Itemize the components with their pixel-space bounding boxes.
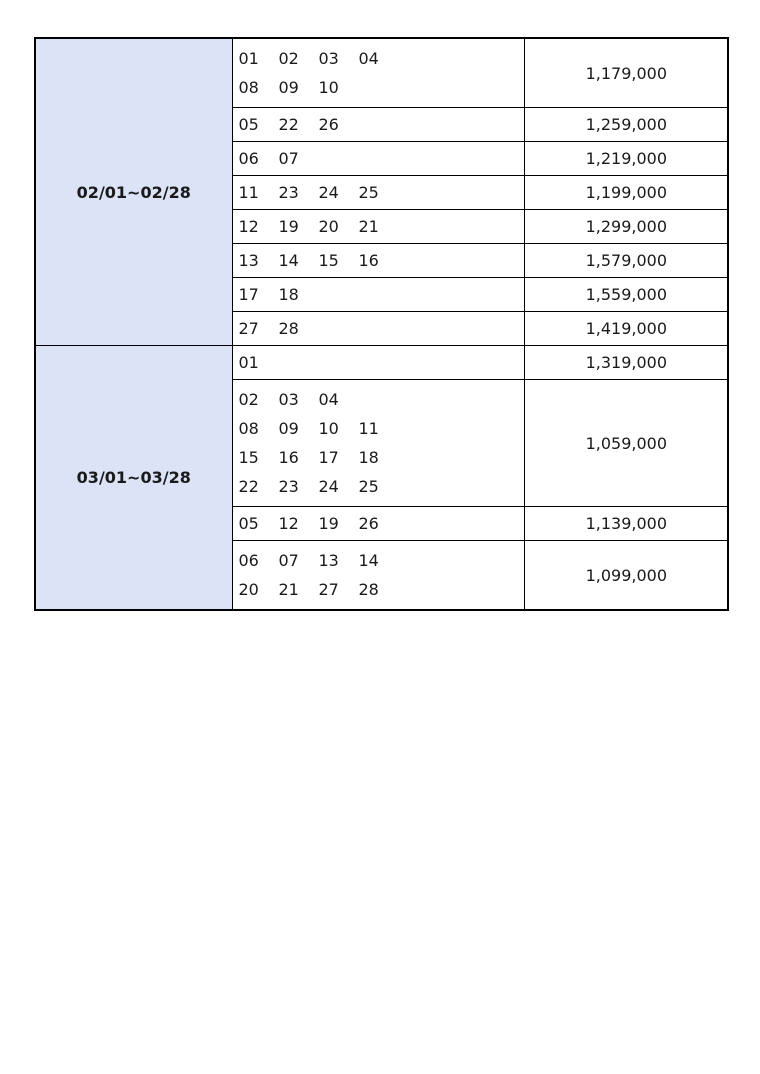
date-value: 16 <box>278 448 299 467</box>
date-value: 01 <box>238 353 259 372</box>
date-list-cell <box>232 312 524 346</box>
date-value: 12 <box>278 514 299 533</box>
date-value: 07 <box>278 551 299 570</box>
date-value: 10 <box>318 419 339 438</box>
date-value: 07 <box>278 149 299 168</box>
date-value: 25 <box>358 477 379 496</box>
date-value: 09 <box>278 78 299 97</box>
date-value: 22 <box>278 115 299 134</box>
date-list-cell <box>232 541 524 611</box>
date-value: 22 <box>238 477 259 496</box>
date-line <box>239 147 518 170</box>
date-value: 11 <box>358 419 379 438</box>
date-line <box>239 44 518 73</box>
price-cell: 1,199,000 <box>524 176 728 210</box>
date-list-cell <box>232 507 524 541</box>
price-cell: 1,099,000 <box>524 541 728 611</box>
date-line <box>239 351 518 374</box>
date-value: 21 <box>278 580 299 599</box>
price-table-body <box>35 38 728 610</box>
date-line <box>239 414 518 443</box>
table-row <box>35 38 728 108</box>
date-value: 02 <box>238 390 259 409</box>
date-value: 27 <box>318 580 339 599</box>
date-value: 18 <box>278 285 299 304</box>
date-line <box>239 215 518 238</box>
date-value: 27 <box>238 319 259 338</box>
price-cell: 1,319,000 <box>524 346 728 380</box>
date-value: 24 <box>318 477 339 496</box>
date-value: 06 <box>238 149 259 168</box>
date-list-cell <box>232 142 524 176</box>
date-line <box>239 113 518 136</box>
date-value: 09 <box>278 419 299 438</box>
date-value: 03 <box>278 390 299 409</box>
price-cell: 1,059,000 <box>524 380 728 507</box>
date-line <box>239 385 518 414</box>
price-cell: 1,579,000 <box>524 244 728 278</box>
date-value: 20 <box>318 217 339 236</box>
date-value: 04 <box>358 49 379 68</box>
date-value: 08 <box>238 78 259 97</box>
price-cell: 1,179,000 <box>524 38 728 108</box>
date-value: 06 <box>238 551 259 570</box>
date-value: 04 <box>318 390 339 409</box>
date-value: 13 <box>238 251 259 270</box>
date-list-cell <box>232 108 524 142</box>
date-value: 19 <box>278 217 299 236</box>
date-value: 11 <box>238 183 259 202</box>
date-value: 24 <box>318 183 339 202</box>
date-value: 18 <box>358 448 379 467</box>
date-value: 17 <box>238 285 259 304</box>
price-cell: 1,139,000 <box>524 507 728 541</box>
date-line <box>239 249 518 272</box>
date-list-cell <box>232 380 524 507</box>
period-label: 03/01~03/28 <box>35 346 232 611</box>
date-value: 03 <box>318 49 339 68</box>
date-value: 15 <box>238 448 259 467</box>
date-line <box>239 283 518 306</box>
date-value: 12 <box>238 217 259 236</box>
date-list-cell <box>232 210 524 244</box>
date-list-cell <box>232 278 524 312</box>
date-value: 14 <box>358 551 379 570</box>
date-value: 14 <box>278 251 299 270</box>
date-value: 26 <box>358 514 379 533</box>
date-line <box>239 317 518 340</box>
price-cell: 1,559,000 <box>524 278 728 312</box>
date-value: 25 <box>358 183 379 202</box>
date-value: 15 <box>318 251 339 270</box>
date-value: 17 <box>318 448 339 467</box>
date-value: 08 <box>238 419 259 438</box>
period-label: 02/01~02/28 <box>35 38 232 346</box>
date-value: 05 <box>238 115 259 134</box>
price-cell: 1,299,000 <box>524 210 728 244</box>
date-list-cell <box>232 38 524 108</box>
table-row <box>35 346 728 380</box>
date-value: 28 <box>358 580 379 599</box>
date-value: 20 <box>238 580 259 599</box>
price-table-container <box>34 37 727 611</box>
date-line <box>239 512 518 535</box>
date-value: 05 <box>238 514 259 533</box>
date-value: 19 <box>318 514 339 533</box>
date-value: 23 <box>278 183 299 202</box>
date-line <box>239 472 518 501</box>
date-value: 10 <box>318 78 339 97</box>
date-value: 21 <box>358 217 379 236</box>
date-value: 23 <box>278 477 299 496</box>
date-line <box>239 546 518 575</box>
date-line <box>239 575 518 604</box>
date-line <box>239 73 518 102</box>
price-cell: 1,219,000 <box>524 142 728 176</box>
date-value: 01 <box>238 49 259 68</box>
date-value: 26 <box>318 115 339 134</box>
date-list-cell <box>232 176 524 210</box>
date-list-cell <box>232 244 524 278</box>
date-value: 02 <box>278 49 299 68</box>
date-value: 13 <box>318 551 339 570</box>
date-line <box>239 181 518 204</box>
date-list-cell <box>232 346 524 380</box>
date-value: 16 <box>358 251 379 270</box>
price-table <box>34 37 729 611</box>
price-cell: 1,419,000 <box>524 312 728 346</box>
price-cell: 1,259,000 <box>524 108 728 142</box>
date-line <box>239 443 518 472</box>
date-value: 28 <box>278 319 299 338</box>
